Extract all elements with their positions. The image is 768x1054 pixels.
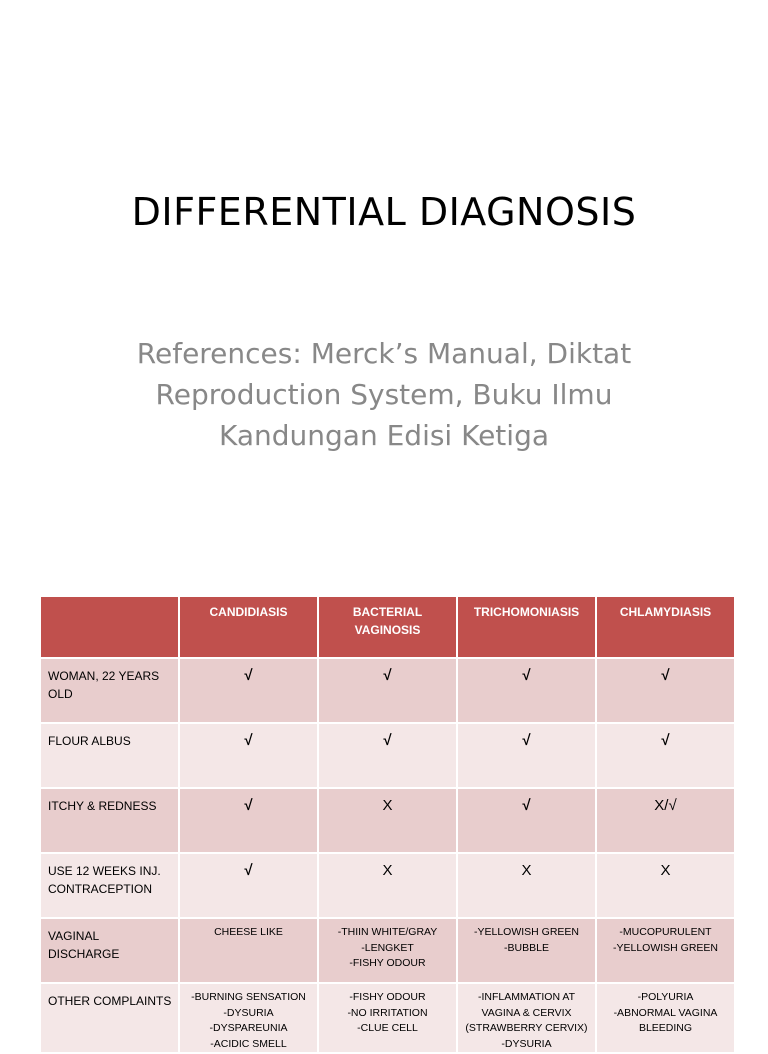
- table-cell: X: [457, 853, 596, 918]
- table-row: [40, 658, 735, 723]
- table-cell: √: [179, 788, 318, 853]
- table-cell: √: [179, 853, 318, 918]
- table-cell: CHEESE LIKE: [179, 918, 318, 983]
- table-cell: √: [596, 723, 735, 788]
- row-label: WOMAN, 22 YEARS OLD: [40, 658, 179, 723]
- table-cell: X: [596, 853, 735, 918]
- table-cell: √: [318, 658, 457, 723]
- table-cell: √: [179, 658, 318, 723]
- table-row: [40, 983, 735, 1053]
- table-cell: -FISHY ODOUR -NO IRRITATION -CLUE CELL: [318, 983, 457, 1053]
- table-cell: √: [596, 658, 735, 723]
- row-label: OTHER COMPLAINTS: [40, 983, 179, 1053]
- row-label: FLOUR ALBUS: [40, 723, 179, 788]
- row-label: USE 12 WEEKS INJ. CONTRACEPTION: [40, 853, 179, 918]
- table-cell: √: [318, 723, 457, 788]
- differential-diagnosis-table: [39, 595, 736, 1054]
- table-cell: -INFLAMMATION AT VAGINA & CERVIX (STRAWBERRY CERVIX) -DYSURIA: [457, 983, 596, 1053]
- table-cell: -YELLOWISH GREEN -BUBBLE: [457, 918, 596, 983]
- table-cell: -THIIN WHITE/GRAY -LENGKET -FISHY ODOUR: [318, 918, 457, 983]
- header-bacterial-vaginosis: BACTERIAL VAGINOSIS: [318, 596, 457, 658]
- table-row: [40, 853, 735, 918]
- row-label: ITCHY & REDNESS: [40, 788, 179, 853]
- table-cell: -BURNING SENSATION -DYSURIA -DYSPAREUNIA -ACIDIC SMELL: [179, 983, 318, 1053]
- table-cell: X: [318, 853, 457, 918]
- table-row: [40, 723, 735, 788]
- table-cell: √: [457, 658, 596, 723]
- table-cell: √: [457, 788, 596, 853]
- slide-title: DIFFERENTIAL DIAGNOSIS: [131, 190, 637, 234]
- slide-subtitle: References: Merck’s Manual, Diktat Reproduction System, Buku Ilmu Kandungan Edisi Ketiga: [136, 337, 632, 452]
- header-chlamydiasis: CHLAMYDIASIS: [596, 596, 735, 658]
- header-candidiasis: CANDIDIASIS: [179, 596, 318, 658]
- table-cell: X: [318, 788, 457, 853]
- header-trichomoniasis: TRICHOMONIASIS: [457, 596, 596, 658]
- table-row: [40, 918, 735, 983]
- table-row: [40, 788, 735, 853]
- table-header-row: [40, 596, 735, 658]
- table-cell: √: [457, 723, 596, 788]
- table-cell: X/√: [596, 788, 735, 853]
- table-cell: √: [179, 723, 318, 788]
- header-corner: [40, 596, 179, 658]
- row-label: VAGINAL DISCHARGE: [40, 918, 179, 983]
- table-cell: -POLYURIA -ABNORMAL VAGINA BLEEDING: [596, 983, 735, 1053]
- table-cell: -MUCOPURULENT -YELLOWISH GREEN: [596, 918, 735, 983]
